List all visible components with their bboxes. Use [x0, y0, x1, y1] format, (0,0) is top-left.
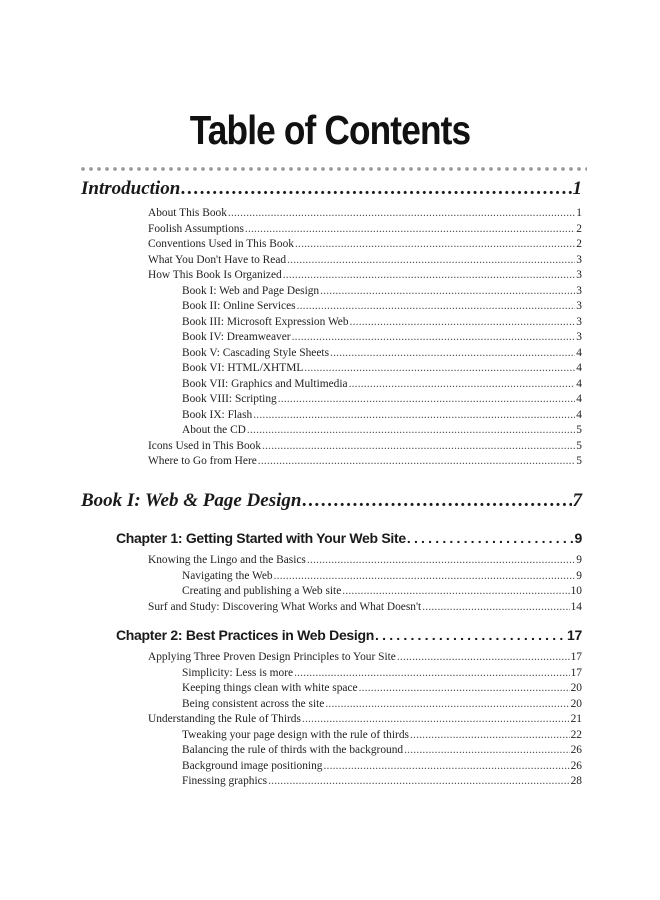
toc-page-number: 26: [570, 744, 582, 756]
toc-entry[interactable]: [148, 455, 582, 470]
toc-subentry[interactable]: [182, 585, 582, 600]
toc-page-number: 3: [576, 331, 582, 343]
toc-subentry[interactable]: [182, 316, 582, 331]
toc-subentry[interactable]: [182, 300, 582, 315]
toc-entry-label: Conventions Used in This Book: [148, 238, 294, 250]
toc-entry-label: Keeping things clean with white space: [182, 682, 358, 694]
toc-page-number: 22: [570, 728, 582, 741]
toc-subentry[interactable]: [182, 570, 582, 585]
toc-page-number: 4: [576, 408, 582, 421]
dot-leader: [295, 238, 575, 250]
toc-page-number: 9: [576, 554, 582, 566]
toc-entry-label: Book VI: HTML/XHTML: [182, 362, 304, 374]
toc-entry-label: How This Book Is Organized: [148, 269, 282, 281]
toc-page-number: 4: [576, 362, 582, 374]
toc-entry[interactable]: [148, 238, 582, 253]
toc-page-number: 10: [570, 585, 582, 597]
toc-subentry[interactable]: [182, 409, 582, 424]
toc-entry-label: Being consistent across the site: [182, 697, 325, 710]
toc-entry[interactable]: [148, 713, 582, 728]
toc-page-number: 5: [576, 424, 582, 436]
toc-subentry[interactable]: [182, 667, 582, 682]
dot-leader: [304, 362, 575, 374]
dot-leader: [283, 269, 576, 281]
toc-entry-label: Finessing graphics: [182, 775, 268, 787]
toc-page-number: 20: [570, 682, 582, 694]
toc-entry-label: Creating and publishing a Web site: [182, 585, 342, 597]
dot-leader: [302, 490, 571, 512]
toc-page-number: 5: [576, 439, 582, 452]
toc-page-number: 9: [576, 569, 582, 582]
toc-entry-label: Navigating the Web: [182, 569, 273, 582]
toc-page-number: 4: [576, 346, 582, 359]
toc-page-number: 3: [576, 300, 582, 312]
dot-leader: [262, 440, 575, 452]
toc-subentry[interactable]: [182, 424, 582, 439]
dot-leader: [302, 713, 570, 725]
toc-page-number: 3: [576, 269, 582, 281]
toc-subentry[interactable]: [182, 347, 582, 362]
dot-leader: [323, 760, 569, 772]
toc-entry-label: Knowing the Lingo and the Basics: [148, 554, 306, 566]
toc-subentry[interactable]: [182, 698, 582, 713]
toc-chapter-2[interactable]: [116, 627, 582, 645]
toc-entry-label: Book IV: Dreamweaver: [182, 331, 291, 343]
toc-subentry[interactable]: [182, 682, 582, 697]
toc-entry[interactable]: [148, 223, 582, 238]
toc-subentry[interactable]: [182, 331, 582, 346]
toc-page-number: 17: [567, 627, 582, 643]
toc-page-number: 20: [570, 697, 582, 710]
dot-leader: [350, 316, 576, 328]
toc-page-number: 2: [576, 238, 582, 250]
toc-entry[interactable]: [148, 254, 582, 269]
toc-subentry[interactable]: [182, 729, 582, 744]
toc-entry-label: What You Don't Have to Read: [148, 253, 287, 266]
toc-page-number: 21: [570, 713, 582, 725]
toc-chapter-1[interactable]: [116, 530, 582, 548]
dot-leader: [287, 254, 575, 266]
dot-leader: [375, 627, 566, 643]
dot-leader: [278, 393, 576, 405]
dot-leader: [297, 300, 576, 312]
toc-subentry[interactable]: [182, 775, 582, 790]
toc-entry-label: Book IX: Flash: [182, 408, 253, 421]
toc-entry-label: Book VII: Graphics and Multimedia: [182, 377, 348, 390]
toc-entry-label: Balancing the rule of thirds with the background: [182, 744, 404, 756]
toc-entry[interactable]: [148, 207, 582, 222]
dot-leader: [397, 651, 570, 663]
toc-entry-label: Book I: Web and Page Design: [182, 284, 320, 297]
toc-page-number: 17: [570, 651, 582, 663]
toc-entry-label: Tweaking your page design with the rule of thirds: [182, 728, 409, 741]
dot-leader: [292, 331, 576, 343]
toc-entry[interactable]: [148, 269, 582, 284]
dot-leader: [407, 530, 574, 546]
toc-part-title: Book I: Web & Page Design: [81, 490, 302, 511]
toc-part-title: Introduction: [81, 178, 181, 199]
toc-subentry[interactable]: [182, 378, 582, 393]
toc-page-number: 4: [576, 377, 582, 390]
dot-leader: [181, 178, 571, 200]
toc-page-number: 4: [576, 393, 582, 405]
toc-page-number: 3: [576, 253, 582, 266]
toc-page-number: 7: [572, 490, 582, 511]
toc-part-introduction[interactable]: [81, 178, 582, 202]
dot-leader: [247, 424, 575, 436]
toc-entry-label: Book V: Cascading Style Sheets: [182, 346, 330, 359]
toc-entry-label: Where to Go from Here: [148, 455, 257, 467]
toc-page-number: 5: [576, 455, 582, 467]
toc-subentry[interactable]: [182, 362, 582, 377]
toc-entry-label: Book VIII: Scripting: [182, 393, 277, 405]
toc-page-number: 26: [570, 759, 582, 772]
toc-part-book1[interactable]: [81, 490, 582, 514]
toc-page-number: 3: [576, 284, 582, 297]
dot-leader: [342, 585, 569, 597]
toc-entry-label: Understanding the Rule of Thirds: [148, 713, 301, 725]
toc-entry[interactable]: [148, 601, 582, 616]
dot-leader: [258, 455, 576, 467]
toc-entry-label: Surf and Study: Discovering What Works and What Doesn't: [148, 600, 422, 613]
toc-page-number: 1: [576, 207, 582, 219]
dot-leader: [274, 570, 576, 582]
toc-page-number: 28: [570, 775, 582, 787]
dot-leader: [404, 744, 569, 756]
dot-leader: [253, 409, 575, 421]
toc-entry-label: Background image positioning: [182, 759, 323, 772]
toc-entry-label: About This Book: [148, 207, 227, 219]
toc-chapter-title: Chapter 2: Best Practices in Web Design: [116, 627, 375, 643]
toc-entry-label: Simplicity: Less is more: [182, 666, 294, 679]
toc-entry-label: Foolish Assumptions: [148, 222, 244, 235]
dot-leader: [268, 775, 570, 787]
toc-page-number: 14: [570, 600, 582, 613]
dot-leader: [228, 207, 575, 219]
toc-page-number: 17: [570, 666, 582, 679]
toc-entry[interactable]: [148, 440, 582, 455]
toc-subentry[interactable]: [182, 760, 582, 775]
toc-entry-label: Applying Three Proven Design Principles to Your Site: [148, 651, 396, 663]
dot-leader: [410, 729, 570, 741]
dot-leader: [422, 601, 569, 613]
toc-entry[interactable]: [148, 651, 582, 666]
toc-entry-label: Book II: Online Services: [182, 300, 296, 312]
toc-subentry[interactable]: [182, 744, 582, 759]
toc-chapter-title: Chapter 1: Getting Started with Your Web Site: [116, 530, 406, 546]
dot-leader: [325, 698, 569, 710]
page-title: Table of Contents: [189, 107, 471, 153]
toc-subentry[interactable]: [182, 393, 582, 408]
dot-leader: [330, 347, 575, 359]
toc-entry-label: Icons Used in This Book: [148, 439, 262, 452]
toc-page-number: 2: [576, 222, 582, 235]
dot-leader: [294, 667, 570, 679]
dot-leader: [349, 378, 576, 390]
toc-entry[interactable]: [148, 554, 582, 569]
toc-subentry[interactable]: [182, 285, 582, 300]
toc-entry-label: Book III: Microsoft Expression Web: [182, 315, 349, 328]
toc-page-number: 9: [574, 530, 582, 546]
toc-page-number: 3: [576, 315, 582, 328]
dot-leader: [359, 682, 570, 694]
toc-page-number: 1: [572, 178, 582, 199]
dot-leader: [307, 554, 575, 566]
dotted-divider: [79, 166, 587, 172]
toc-entry-label: About the CD: [182, 424, 246, 436]
dot-leader: [245, 223, 575, 235]
dot-leader: [320, 285, 575, 297]
